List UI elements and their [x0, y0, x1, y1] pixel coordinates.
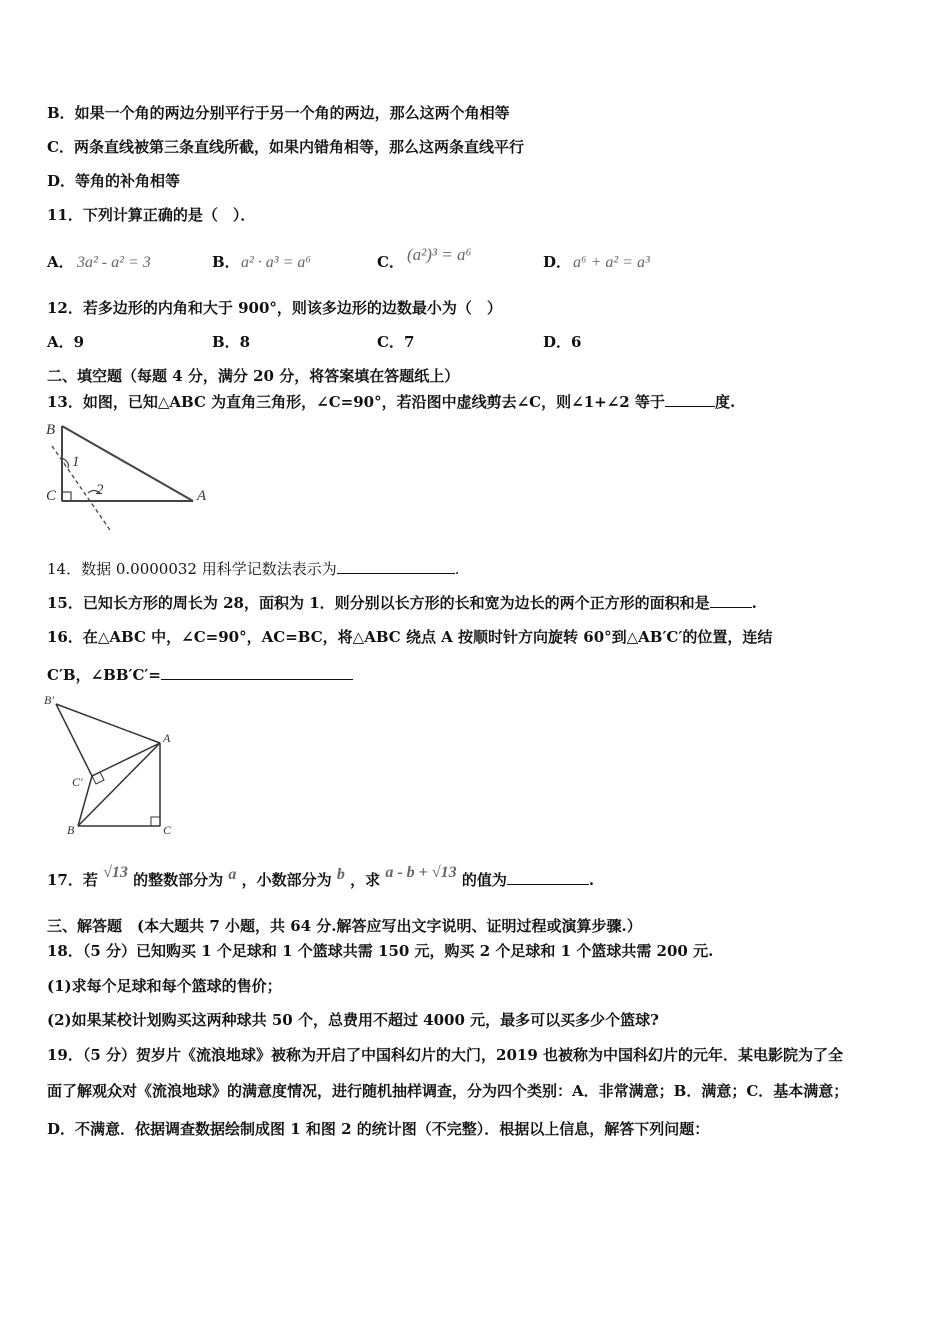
q14-stem-end: .	[454, 560, 460, 578]
section-2-header: 二、填空题（每题 4 分，满分 20 分，将答案填在答题纸上）	[47, 367, 460, 385]
q17-var-a: a	[228, 866, 237, 883]
q11-option-a-label: A．	[47, 253, 74, 271]
q12-option-c: C．7	[377, 333, 415, 351]
q16-label-b: B	[67, 823, 75, 837]
q13-label-2: 2	[96, 482, 104, 498]
q16-rotation-figure	[40, 690, 190, 840]
q17-part2: 的整数部分为	[133, 871, 224, 889]
q16-stem: 16．在△ABC 中，∠C=90°，AC=BC，将△ABC 绕点 A 按顺时针方向旋转 60°到△AB′C′的位置，连结	[47, 628, 773, 646]
q19-line3: D．不满意．依据调查数据绘制成图 1 和图 2 的统计图（不完整）．根据以上信息，解答下列问题：	[47, 1120, 710, 1138]
q10-option-c: C．两条直线被第三条直线所截，如果内错角相等，那么这两条直线平行	[47, 138, 524, 156]
q17-answer-blank	[507, 870, 589, 885]
q13-label-b: B	[46, 422, 56, 438]
q16-right-angle-c	[151, 817, 160, 826]
q15-stem-end: .	[751, 594, 757, 612]
q14-answer-blank	[337, 559, 455, 574]
q13-label-1: 1	[72, 454, 80, 470]
q14-stem-text: 14．数据 0.0000032 用科学记数法表示为	[47, 560, 337, 578]
q19-line1: 19．（5 分）贺岁片《流浪地球》被称为开启了中国科幻片的大门，2019 也被称为中国科幻片的元年．某电影院为了全	[47, 1046, 844, 1064]
q17-end: .	[588, 871, 595, 889]
q11-option-d-label: D．	[543, 253, 572, 271]
q16-stem-line2	[47, 665, 353, 685]
q11-option-d-expr: a⁶ + a² = a³	[573, 254, 650, 271]
q13-stem-end: 度.	[714, 393, 736, 411]
q10-option-d: D．等角的补角相等	[47, 172, 181, 190]
q17-stem	[47, 864, 595, 891]
q12-stem: 12．若多边形的内角和大于 900°，则该多边形的边数最小为（ ）	[47, 299, 502, 317]
q11-option-c-label: C．	[377, 253, 404, 271]
q19-line2: 面了解观众对《流浪地球》的满意度情况，进行随机抽样调查，分为四个类别：A．非常满意；B．满意；C．基本满意；	[47, 1082, 849, 1100]
q17-part5: 的值为	[461, 871, 507, 889]
q13-triangle-figure	[40, 418, 220, 533]
q18-stem: 18．（5 分）已知购买 1 个足球和 1 个篮球共需 150 元，购买 2 个足球和 1 个篮球共需 200 元.	[47, 942, 714, 960]
q15-answer-blank	[710, 593, 752, 608]
q14-stem	[47, 559, 460, 579]
q17-expression: a - b + √13	[385, 864, 457, 881]
q18-sub2: (2)如果某校计划购买这两种球共 50 个，总费用不超过 4000 元，最多可以买多少个篮球?	[47, 1011, 659, 1029]
q11-option-b-label: B．	[212, 253, 240, 271]
q17-part1: 17．若	[47, 871, 98, 889]
q11-option-c-expr: (a²)³ = a⁶	[407, 245, 472, 264]
q16-answer-blank	[161, 665, 353, 680]
q13-answer-blank	[665, 392, 715, 407]
q16-label-a: A	[163, 731, 171, 745]
section-3-header: 三、解答题 (本大题共 7 小题，共 64 分.解答应写出文字说明、证明过程或演算步骤.）	[47, 917, 642, 935]
q13-stem	[47, 392, 735, 412]
q17-var-b: b	[336, 866, 345, 883]
q10-option-b: B．如果一个角的两边分别平行于另一个角的两边，那么这两个角相等	[47, 104, 510, 122]
q13-label-a: A	[197, 488, 207, 504]
q16-label-c: C	[163, 823, 172, 837]
q13-label-c: C	[46, 488, 57, 504]
q12-option-d: D．6	[543, 333, 582, 351]
q15-stem-text: 15．已知长方形的周长为 28，面积为 1．则分别以长方形的长和宽为边长的两个正方形的面积和是	[47, 594, 710, 612]
q16-label-cp: C′	[72, 775, 83, 789]
q11-stem: 11．下列计算正确的是（ ）．	[47, 206, 256, 224]
q15-stem	[47, 593, 757, 613]
q17-part4: ，求	[350, 871, 381, 889]
q17-part3: ，小数部分为	[241, 871, 332, 889]
q16-label-bp: B′	[44, 693, 54, 707]
q13-right-angle-mark	[62, 492, 71, 501]
q16-line2-text: C′B，∠BB′C′=	[47, 666, 161, 684]
q13-stem-text: 13．如图，已知△ABC 为直角三角形，∠C=90°，若沿图中虚线剪去∠C，则∠1+∠2 等于	[47, 393, 665, 411]
q17-sqrt13: √13	[103, 864, 128, 881]
q11-option-b-expr: a² · a³ = a⁶	[241, 254, 311, 271]
q12-option-b: B．8	[212, 333, 251, 351]
q16-side-bp-a	[56, 704, 160, 743]
q12-option-a: A．9	[47, 333, 85, 351]
q18-sub1: (1)求每个足球和每个篮球的售价；	[47, 977, 282, 995]
q11-option-a-expr: 3a² - a² = 3	[77, 254, 151, 271]
q16-side-cp-a	[92, 743, 160, 776]
